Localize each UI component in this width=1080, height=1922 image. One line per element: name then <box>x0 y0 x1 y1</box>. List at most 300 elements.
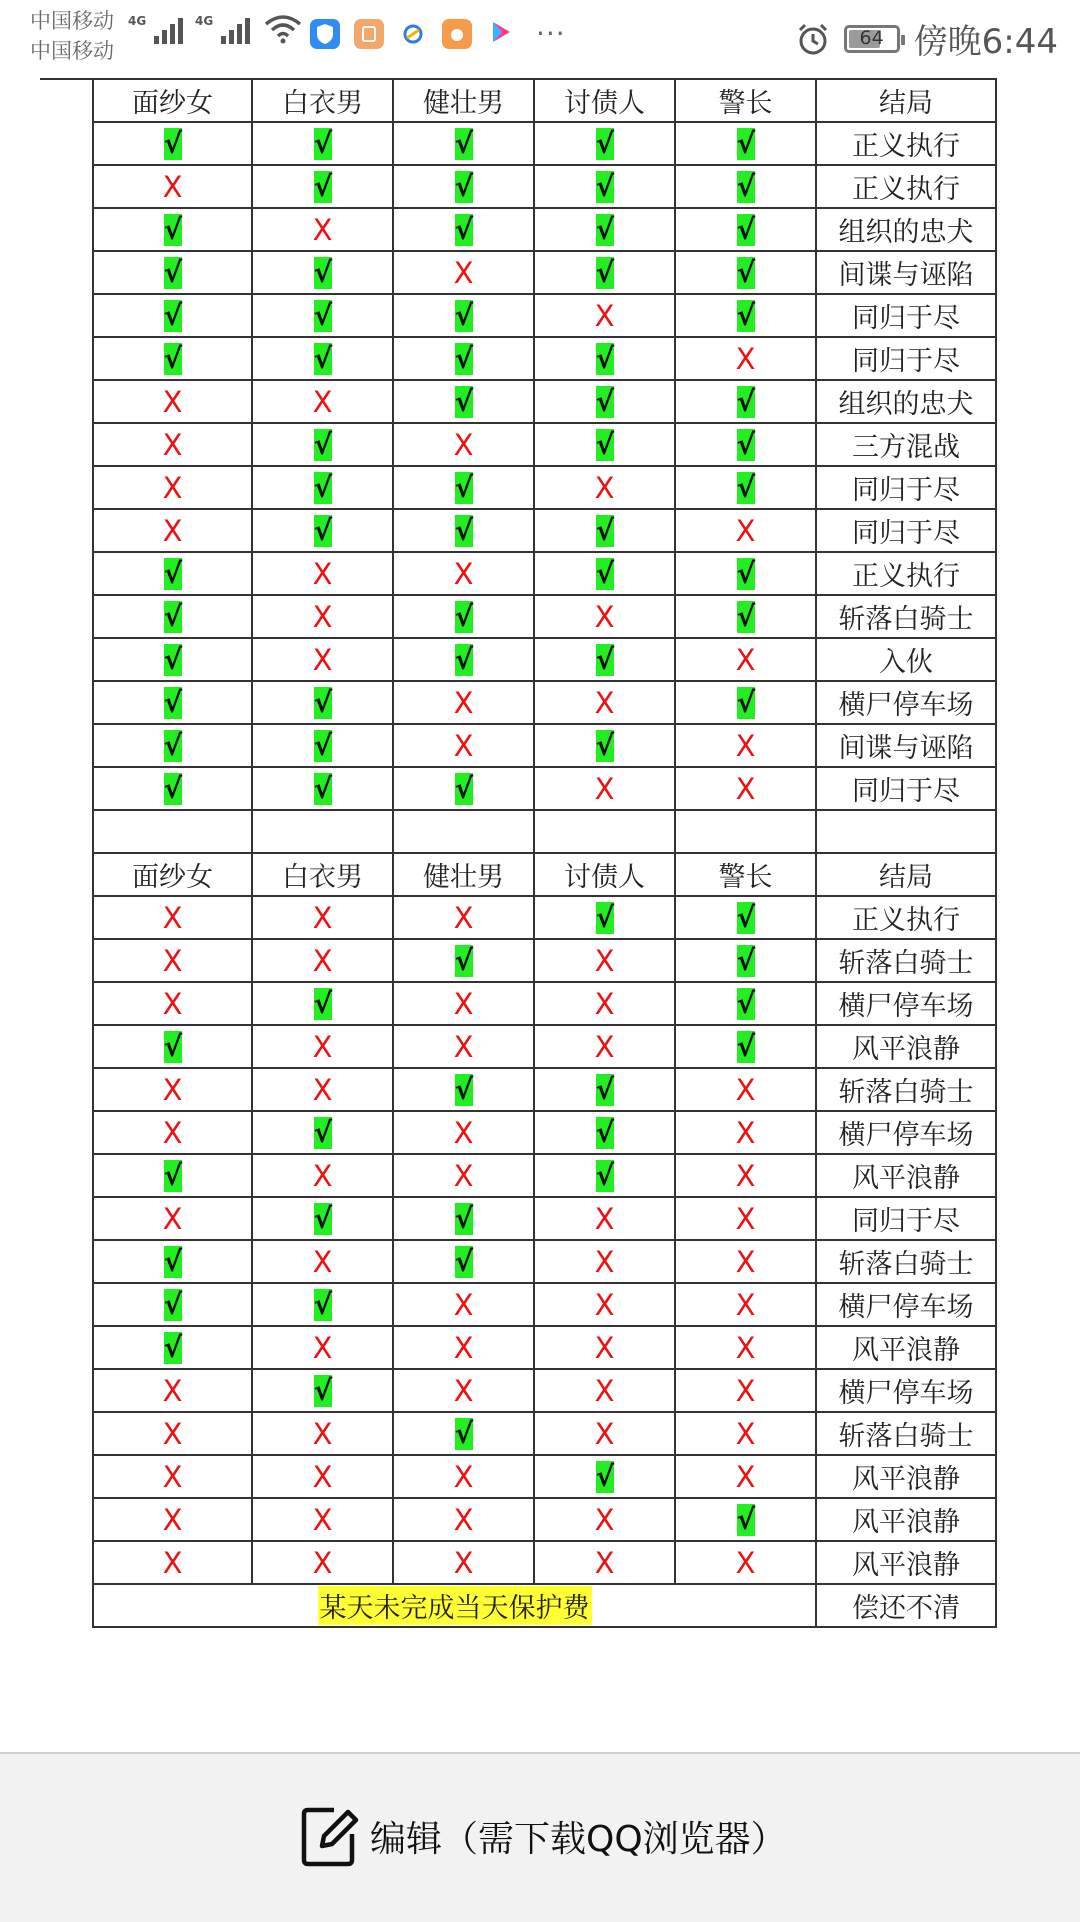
cross-mark: X <box>162 1502 183 1537</box>
outcome-cell <box>393 982 534 1025</box>
cross-mark: X <box>312 943 333 978</box>
ending-cell: 正义执行 <box>816 165 996 208</box>
outcome-cell <box>534 1025 675 1068</box>
outcome-cell <box>393 1412 534 1455</box>
outcome-cell <box>252 982 393 1025</box>
outcome-cell <box>93 681 252 724</box>
ending-cell: 同归于尽 <box>816 337 996 380</box>
edit-icon <box>300 1804 360 1868</box>
check-mark: √ <box>736 470 756 504</box>
check-mark: √ <box>595 1158 615 1192</box>
cross-mark: X <box>594 1545 615 1580</box>
check-mark: √ <box>595 212 615 246</box>
cross-mark: X <box>453 986 474 1021</box>
column-header: 警长 <box>675 79 816 122</box>
cross-mark: X <box>312 1416 333 1451</box>
outcome-cell <box>675 1498 816 1541</box>
table-row <box>93 552 996 595</box>
outcome-cell <box>675 1154 816 1197</box>
cross-mark: X <box>162 1545 183 1580</box>
check-mark: √ <box>454 1072 474 1106</box>
outcome-cell <box>675 1326 816 1369</box>
check-mark: √ <box>163 771 183 805</box>
cross-mark: X <box>162 1373 183 1408</box>
cross-mark: X <box>162 1072 183 1107</box>
outcome-cell <box>93 552 252 595</box>
ending-cell: 风平浪静 <box>816 1498 996 1541</box>
outcome-cell <box>252 337 393 380</box>
outcome-cell <box>393 423 534 466</box>
outcome-cell <box>93 724 252 767</box>
check-mark: √ <box>313 513 333 547</box>
outcome-cell <box>534 1154 675 1197</box>
check-mark: √ <box>313 298 333 332</box>
check-mark: √ <box>454 212 474 246</box>
table-row <box>93 165 996 208</box>
cross-mark: X <box>312 212 333 247</box>
edit-button[interactable] <box>300 1804 787 1868</box>
check-mark: √ <box>454 943 474 977</box>
alarm-icon <box>796 22 830 56</box>
outcome-cell <box>93 896 252 939</box>
cross-mark: X <box>594 943 615 978</box>
more-notifications-icon: ··· <box>536 17 566 50</box>
outcome-cell <box>393 638 534 681</box>
column-header: 健壮男 <box>393 853 534 896</box>
check-mark: √ <box>163 685 183 719</box>
ending-cell: 风平浪静 <box>816 1541 996 1584</box>
ending-cell: 风平浪静 <box>816 1025 996 1068</box>
cross-mark: X <box>594 1373 615 1408</box>
outcome-cell <box>393 1455 534 1498</box>
outcome-cell <box>252 1541 393 1584</box>
cross-mark: X <box>312 1029 333 1064</box>
check-mark: √ <box>595 513 615 547</box>
outcome-cell <box>252 939 393 982</box>
ending-cell: 横尸停车场 <box>816 1283 996 1326</box>
check-mark: √ <box>313 169 333 203</box>
cell-signal-2-icon <box>195 14 250 44</box>
outcome-cell <box>534 208 675 251</box>
table-row <box>93 1541 996 1584</box>
outcome-cell <box>675 1025 816 1068</box>
outcome-cell <box>534 466 675 509</box>
edit-label: 编辑（需下载QQ浏览器） <box>370 1818 787 1860</box>
outcome-cell <box>393 767 534 810</box>
outcome-cell <box>393 1498 534 1541</box>
browser-app-icon <box>398 19 428 49</box>
outcome-cell <box>252 251 393 294</box>
outcome-cell <box>393 896 534 939</box>
table-row <box>93 1111 996 1154</box>
table-row <box>93 1283 996 1326</box>
signal-indicators <box>130 14 302 44</box>
cross-mark: X <box>594 599 615 634</box>
column-header: 讨债人 <box>534 79 675 122</box>
outcome-cell <box>675 1240 816 1283</box>
table-row <box>93 1154 996 1197</box>
outcome-cell <box>534 552 675 595</box>
empty-cell <box>93 810 252 853</box>
check-mark: √ <box>163 1287 183 1321</box>
ending-cell: 斩落白骑士 <box>816 939 996 982</box>
outcome-cell <box>393 1111 534 1154</box>
cross-mark: X <box>453 1029 474 1064</box>
check-mark: √ <box>454 126 474 160</box>
outcome-cell <box>252 1154 393 1197</box>
column-header: 健壮男 <box>393 79 534 122</box>
divider <box>40 78 92 80</box>
outcome-cell <box>675 1068 816 1111</box>
cross-mark: X <box>735 642 756 677</box>
cross-mark: X <box>312 1158 333 1193</box>
check-mark: √ <box>595 384 615 418</box>
check-mark: √ <box>313 341 333 375</box>
outcome-cell <box>252 724 393 767</box>
column-header: 讨债人 <box>534 853 675 896</box>
check-mark: √ <box>736 255 756 289</box>
outcome-cell <box>252 1498 393 1541</box>
cross-mark: X <box>312 556 333 591</box>
outcome-cell <box>252 122 393 165</box>
check-mark: √ <box>163 728 183 762</box>
outcome-cell <box>675 208 816 251</box>
ending-cell: 正义执行 <box>816 552 996 595</box>
outcome-cell <box>393 294 534 337</box>
battery-level: 64 <box>859 26 884 49</box>
outcome-cell <box>534 939 675 982</box>
outcome-cell <box>534 251 675 294</box>
check-mark: √ <box>454 384 474 418</box>
cross-mark: X <box>453 1330 474 1365</box>
outcome-cell <box>534 509 675 552</box>
outcome-cell <box>675 122 816 165</box>
outcome-cell <box>534 1240 675 1283</box>
outcome-cell <box>252 896 393 939</box>
empty-cell <box>675 810 816 853</box>
table-row <box>93 337 996 380</box>
cross-mark: X <box>162 1416 183 1451</box>
cross-mark: X <box>735 341 756 376</box>
cross-mark: X <box>735 1287 756 1322</box>
outcome-cell <box>252 294 393 337</box>
outcome-cell <box>252 208 393 251</box>
outcome-cell <box>393 939 534 982</box>
ending-cell: 偿还不清 <box>816 1584 996 1627</box>
outcome-cell <box>252 1455 393 1498</box>
cross-mark: X <box>312 599 333 634</box>
check-mark: √ <box>595 1115 615 1149</box>
outcome-cell <box>675 681 816 724</box>
outcome-cell <box>675 982 816 1025</box>
table-row <box>93 1455 996 1498</box>
check-mark: √ <box>736 212 756 246</box>
cross-mark: X <box>594 298 615 333</box>
check-mark: √ <box>163 1029 183 1063</box>
outcome-cell <box>534 1498 675 1541</box>
outcome-cell <box>93 767 252 810</box>
column-header: 面纱女 <box>93 853 252 896</box>
cross-mark: X <box>162 986 183 1021</box>
cross-mark: X <box>162 1115 183 1150</box>
table-row <box>93 1498 996 1541</box>
footer-condition-cell <box>93 1584 816 1627</box>
outcome-cell <box>93 982 252 1025</box>
shield-app-icon <box>310 19 340 49</box>
cross-mark: X <box>312 1502 333 1537</box>
table-row <box>93 939 996 982</box>
table-row <box>93 896 996 939</box>
cross-mark: X <box>453 1502 474 1537</box>
outcome-cell <box>675 1412 816 1455</box>
edit-bar <box>0 1752 1080 1922</box>
ending-cell: 横尸停车场 <box>816 1369 996 1412</box>
check-mark: √ <box>454 341 474 375</box>
check-mark: √ <box>736 1029 756 1063</box>
outcome-cell <box>534 1412 675 1455</box>
cross-mark: X <box>312 1330 333 1365</box>
outcome-cell <box>252 1025 393 1068</box>
check-mark: √ <box>595 728 615 762</box>
table-row <box>93 767 996 810</box>
cross-mark: X <box>594 771 615 806</box>
empty-cell <box>534 810 675 853</box>
cross-mark: X <box>594 1416 615 1451</box>
check-mark: √ <box>163 341 183 375</box>
network-type-2: 4G <box>195 14 214 28</box>
outcome-cell <box>393 1025 534 1068</box>
outcome-cell <box>252 380 393 423</box>
check-mark: √ <box>595 341 615 375</box>
outcome-cell <box>252 1369 393 1412</box>
check-mark: √ <box>736 126 756 160</box>
cross-mark: X <box>312 1545 333 1580</box>
check-mark: √ <box>313 427 333 461</box>
cross-mark: X <box>735 1072 756 1107</box>
outcome-cell <box>393 552 534 595</box>
check-mark: √ <box>736 384 756 418</box>
status-bar <box>0 0 1080 80</box>
cross-mark: X <box>162 900 183 935</box>
ending-cell: 横尸停车场 <box>816 1111 996 1154</box>
ending-cell: 三方混战 <box>816 423 996 466</box>
table-row <box>93 1025 996 1068</box>
outcome-cell <box>534 165 675 208</box>
outcome-cell <box>393 1154 534 1197</box>
ending-cell: 同归于尽 <box>816 1197 996 1240</box>
ending-cell: 斩落白骑士 <box>816 1412 996 1455</box>
cross-mark: X <box>735 1545 756 1580</box>
check-mark: √ <box>313 1115 333 1149</box>
ending-cell: 同归于尽 <box>816 294 996 337</box>
outcome-cell <box>534 1068 675 1111</box>
outcome-cell <box>534 1369 675 1412</box>
outcome-cell <box>393 1541 534 1584</box>
check-mark: √ <box>313 986 333 1020</box>
table-row <box>93 380 996 423</box>
ending-cell: 斩落白骑士 <box>816 595 996 638</box>
empty-cell <box>816 810 996 853</box>
outcome-cell <box>252 681 393 724</box>
check-mark: √ <box>163 556 183 590</box>
table-row <box>93 208 996 251</box>
outcome-cell <box>93 1197 252 1240</box>
outcome-cell <box>675 552 816 595</box>
outcome-cell <box>93 251 252 294</box>
outcome-cell <box>93 122 252 165</box>
outcome-cell <box>93 1369 252 1412</box>
outcome-cell <box>393 122 534 165</box>
cross-mark: X <box>453 1459 474 1494</box>
outcome-cell <box>534 1455 675 1498</box>
check-mark: √ <box>313 470 333 504</box>
check-mark: √ <box>313 126 333 160</box>
outcome-cell <box>675 380 816 423</box>
cross-mark: X <box>594 1029 615 1064</box>
outcome-cell <box>675 1283 816 1326</box>
check-mark: √ <box>736 298 756 332</box>
ending-cell: 同归于尽 <box>816 466 996 509</box>
ending-cell: 横尸停车场 <box>816 982 996 1025</box>
check-mark: √ <box>313 1373 333 1407</box>
check-mark: √ <box>163 255 183 289</box>
check-mark: √ <box>163 1158 183 1192</box>
check-mark: √ <box>736 1502 756 1536</box>
wifi-icon <box>264 14 302 44</box>
outcome-cell <box>393 1240 534 1283</box>
outcome-cell <box>393 1197 534 1240</box>
outcome-cell <box>93 294 252 337</box>
outcome-cell <box>675 1111 816 1154</box>
check-mark: √ <box>736 169 756 203</box>
carrier-1: 中国移动 <box>30 9 114 33</box>
check-mark: √ <box>595 126 615 160</box>
check-mark: √ <box>595 642 615 676</box>
check-mark: √ <box>454 771 474 805</box>
endings-table <box>92 78 997 1628</box>
outcome-cell <box>534 896 675 939</box>
outcome-cell <box>93 165 252 208</box>
empty-cell <box>393 810 534 853</box>
header-row <box>93 79 996 122</box>
header-row <box>93 853 996 896</box>
outcome-cell <box>93 638 252 681</box>
carrier-2: 中国移动 <box>30 39 114 63</box>
cross-mark: X <box>453 1115 474 1150</box>
table-row <box>93 509 996 552</box>
outcome-cell <box>534 1111 675 1154</box>
outcome-cell <box>393 1326 534 1369</box>
check-mark: √ <box>313 1201 333 1235</box>
outcome-cell <box>393 1369 534 1412</box>
outcome-cell <box>252 1240 393 1283</box>
notification-icons <box>310 17 566 50</box>
table-row <box>93 294 996 337</box>
outcome-cell <box>252 423 393 466</box>
column-header: 结局 <box>816 79 996 122</box>
outcome-cell <box>393 251 534 294</box>
check-mark: √ <box>454 642 474 676</box>
cross-mark: X <box>735 1416 756 1451</box>
cross-mark: X <box>735 513 756 548</box>
cross-mark: X <box>735 1244 756 1279</box>
cross-mark: X <box>312 384 333 419</box>
cross-mark: X <box>735 1115 756 1150</box>
outcome-cell <box>393 1283 534 1326</box>
outcome-cell <box>93 423 252 466</box>
outcome-cell <box>93 337 252 380</box>
outcome-cell <box>675 294 816 337</box>
outcome-cell <box>93 1412 252 1455</box>
outcome-cell <box>93 939 252 982</box>
network-type-1: 4G <box>128 14 147 28</box>
cross-mark: X <box>594 1502 615 1537</box>
outcome-cell <box>93 380 252 423</box>
cross-mark: X <box>312 642 333 677</box>
cross-mark: X <box>735 1201 756 1236</box>
outcome-cell <box>534 1541 675 1584</box>
check-mark: √ <box>313 1287 333 1321</box>
check-mark: √ <box>454 298 474 332</box>
check-mark: √ <box>736 556 756 590</box>
outcome-cell <box>675 767 816 810</box>
clock: 傍晚6:44 <box>913 22 1058 62</box>
check-mark: √ <box>736 986 756 1020</box>
check-mark: √ <box>454 1201 474 1235</box>
ending-cell: 横尸停车场 <box>816 681 996 724</box>
outcome-cell <box>393 208 534 251</box>
check-mark: √ <box>454 599 474 633</box>
table-row <box>93 423 996 466</box>
column-header: 结局 <box>816 853 996 896</box>
cross-mark: X <box>312 1459 333 1494</box>
cross-mark: X <box>453 1158 474 1193</box>
footer-row <box>93 1584 996 1627</box>
outcome-cell <box>675 423 816 466</box>
clipboard-app-icon <box>354 19 384 49</box>
outcome-cell <box>252 1111 393 1154</box>
check-mark: √ <box>454 1244 474 1278</box>
outcome-cell <box>93 1498 252 1541</box>
check-mark: √ <box>163 212 183 246</box>
check-mark: √ <box>595 169 615 203</box>
outcome-cell <box>93 595 252 638</box>
outcome-cell <box>534 1326 675 1369</box>
outcome-cell <box>252 509 393 552</box>
cell-signal-1-icon <box>128 14 183 44</box>
table-row <box>93 122 996 165</box>
outcome-cell <box>534 681 675 724</box>
outcome-cell <box>675 1369 816 1412</box>
check-mark: √ <box>736 685 756 719</box>
outcome-cell <box>675 1541 816 1584</box>
ending-cell: 同归于尽 <box>816 767 996 810</box>
cross-mark: X <box>594 470 615 505</box>
outcome-cell <box>534 1197 675 1240</box>
cross-mark: X <box>594 1330 615 1365</box>
ending-cell: 风平浪静 <box>816 1455 996 1498</box>
outcome-cell <box>93 1068 252 1111</box>
empty-cell <box>252 810 393 853</box>
outcome-cell <box>534 595 675 638</box>
table-row <box>93 595 996 638</box>
cross-mark: X <box>162 943 183 978</box>
column-header: 面纱女 <box>93 79 252 122</box>
outcome-cell <box>675 638 816 681</box>
cross-mark: X <box>453 728 474 763</box>
check-mark: √ <box>736 900 756 934</box>
table-row <box>93 1240 996 1283</box>
